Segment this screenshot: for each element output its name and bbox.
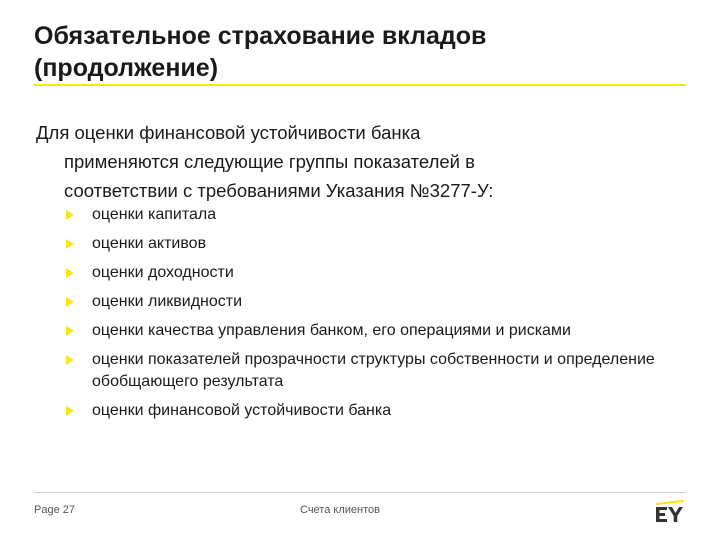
list-item-text: оценки показателей прозрачности структуры собственности и определение обобщающего результата (92, 351, 655, 390)
triangle-bullet-icon (66, 326, 74, 336)
list-item (66, 349, 686, 393)
intro-line-1: Для оценки финансовой устойчивости банка (36, 122, 421, 143)
list-item-text: оценки ликвидности (92, 293, 243, 310)
triangle-bullet-icon (66, 355, 74, 365)
list-item-text: оценки качества управления банком, его операциями и рисками (92, 322, 571, 339)
list-item (66, 291, 686, 313)
triangle-bullet-icon (66, 297, 74, 307)
title-line-1: Обязательное страхование вкладов (34, 22, 487, 50)
list-item (66, 204, 686, 226)
intro-paragraph (36, 118, 676, 205)
title-line-2: (продолжение) (34, 54, 219, 82)
footer-divider (34, 492, 686, 493)
list-item (66, 233, 686, 255)
list-item-text: оценки доходности (92, 264, 234, 281)
list-item (66, 400, 686, 422)
triangle-bullet-icon (66, 239, 74, 249)
triangle-bullet-icon (66, 268, 74, 278)
intro-line-2: применяются следующие группы показателей в (64, 151, 475, 172)
triangle-bullet-icon (66, 406, 74, 416)
title-divider (34, 84, 686, 86)
indicator-list (66, 204, 686, 429)
triangle-bullet-icon (66, 210, 74, 220)
list-item (66, 262, 686, 284)
list-item-text: оценки капитала (92, 206, 217, 223)
ey-logo-svg (654, 500, 688, 524)
list-item (66, 320, 686, 342)
list-item-text: оценки активов (92, 235, 207, 252)
ey-logo-icon (654, 500, 688, 529)
footer-caption: Счета клиентов (300, 504, 380, 516)
intro-line-3: соответствии с требованиями Указания №3277-У: (64, 180, 494, 201)
page-number: Page 27 (34, 504, 75, 516)
slide-title (34, 20, 684, 84)
list-item-text: оценки финансовой устойчивости банка (92, 402, 392, 419)
